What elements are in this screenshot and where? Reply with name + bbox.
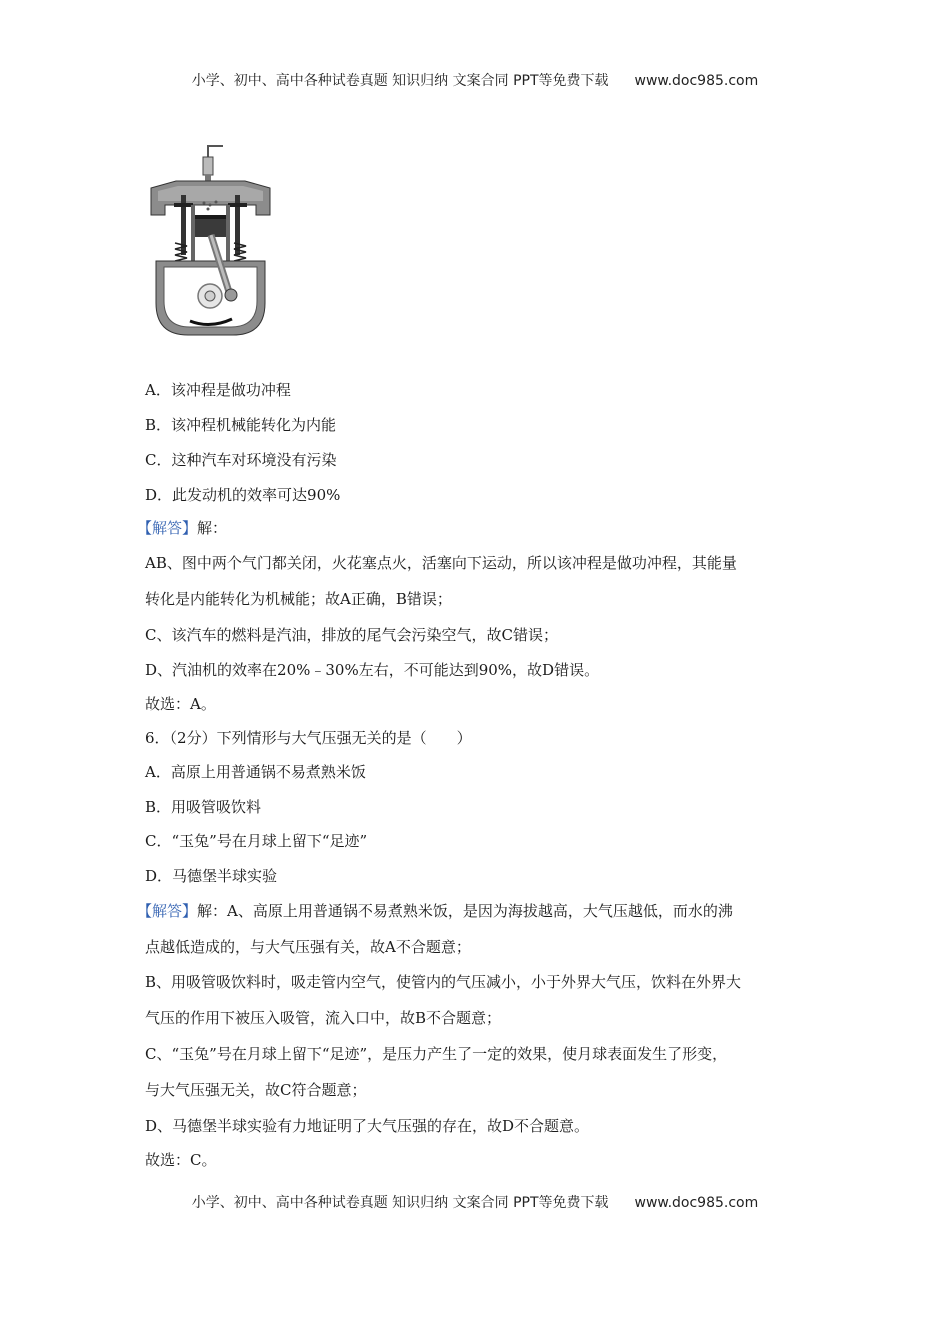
page-footer xyxy=(0,1192,950,1212)
q5-answer-heading xyxy=(137,518,227,538)
q6-explanation-line: 气压的作用下被压入吸管，流入口中，故B不合题意； xyxy=(145,1009,502,1027)
q6-result: 故选：C。 xyxy=(145,1151,217,1169)
answer-tag: 【解答】 xyxy=(137,519,198,537)
q5-explanation-line: AB、图中两个气门都关闭，火花塞点火，活塞向下运动，所以该冲程是做功冲程，其能量 xyxy=(145,554,737,572)
q5-option-d: D．此发动机的效率可达90% xyxy=(145,486,341,504)
footer-url[interactable]: www.doc985.com xyxy=(634,1195,759,1211)
answer-first-line: 解：A、高原上用普通锅不易煮熟米饭，是因为海拔越高，大气压越低，而水的沸 xyxy=(197,902,733,920)
q6-explanation-line: 点越低造成的，与大气压强有关，故A不合题意； xyxy=(145,938,471,956)
q6-answer-heading xyxy=(137,901,733,921)
q5-option-a: A．该冲程是做功冲程 xyxy=(145,381,291,399)
q5-explanation-line: D、汽油机的效率在20%﹣30%左右，不可能达到90%，故D错误。 xyxy=(145,661,600,679)
q6-explanation-line: D、马德堡半球实验有力地证明了大气压强的存在，故D不合题意。 xyxy=(145,1117,590,1135)
engine-stroke-diagram xyxy=(148,143,273,338)
q6-option-b: B．用吸管吸饮料 xyxy=(145,798,262,816)
q5-option-b: B．该冲程机械能转化为内能 xyxy=(145,416,337,434)
page-header xyxy=(0,70,950,90)
q6-option-a: A．高原上用普通锅不易煮熟米饭 xyxy=(145,763,366,781)
q6-option-d: D．马德堡半球实验 xyxy=(145,867,278,885)
header-text: 小学、初中、高中各种试卷真题 知识归纳 文案合同 PPT等免费下载 xyxy=(191,73,609,89)
header-url[interactable]: www.doc985.com xyxy=(634,73,759,89)
q6-explanation-line: C、“玉兔”号在月球上留下“足迹”，是压力产生了一定的效果，使月球表面发生了形变， xyxy=(145,1045,728,1063)
q5-result: 故选：A。 xyxy=(145,695,216,713)
answer-lead: 解： xyxy=(197,519,228,537)
q6-stem: 6．（2分）下列情形与大气压强无关的是（ ） xyxy=(145,729,472,747)
answer-tag: 【解答】 xyxy=(137,902,198,920)
q6-explanation-line: B、用吸管吸饮料时，吸走管内空气，使管内的气压减小，小于外界大气压，饮料在外界大 xyxy=(145,973,742,991)
q6-explanation-line: 与大气压强无关，故C符合题意； xyxy=(145,1081,367,1099)
q6-option-c: C．“玉兔”号在月球上留下“足迹” xyxy=(145,832,368,850)
q5-explanation-line: C、该汽车的燃料是汽油，排放的尾气会污染空气，故C错误； xyxy=(145,626,558,644)
q5-option-c: C．这种汽车对环境没有污染 xyxy=(145,451,337,469)
q5-explanation-line: 转化是内能转化为机械能；故A正确，B错误； xyxy=(145,590,452,608)
footer-text: 小学、初中、高中各种试卷真题 知识归纳 文案合同 PPT等免费下载 xyxy=(191,1195,609,1211)
